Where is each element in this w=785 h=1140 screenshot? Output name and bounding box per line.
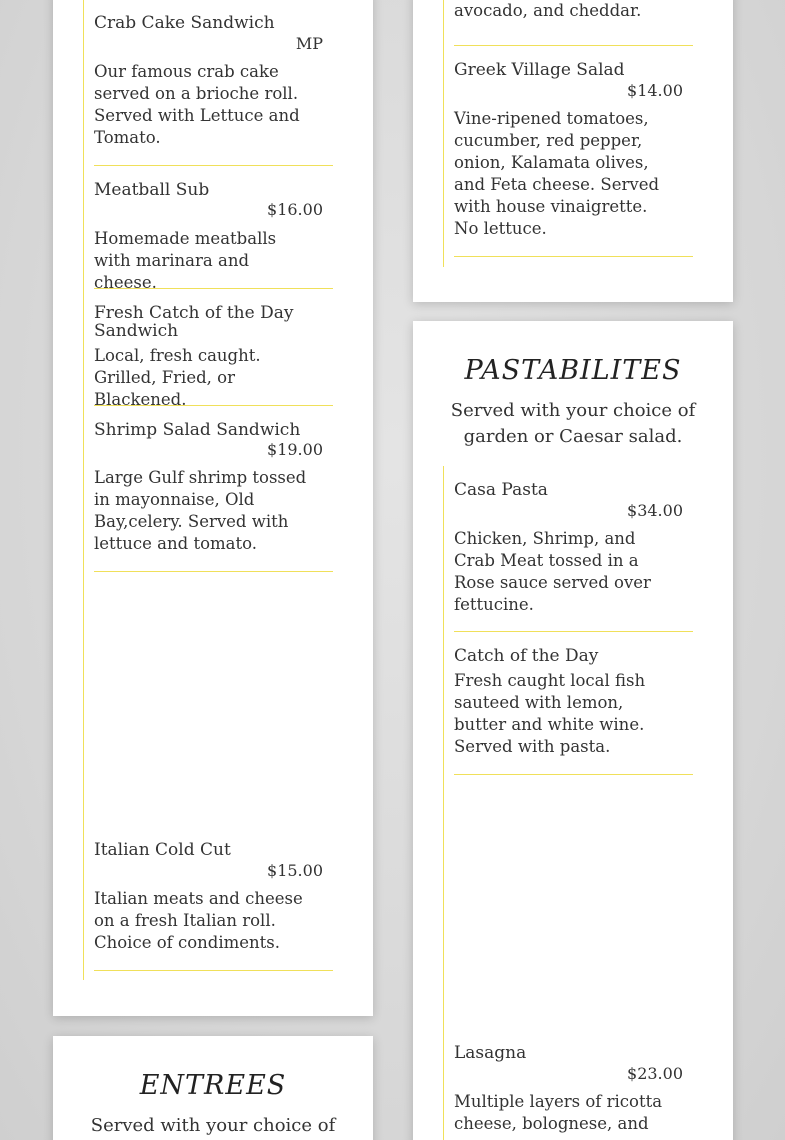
item-price: MP (295, 34, 323, 53)
item-description: Local, fresh caught. Grilled, Fried, or Blackened. (94, 346, 261, 409)
item-description: Our famous crab cake served on a brioche roll. Served with Lettuce and Tomato. (94, 62, 300, 147)
item-name: Shrimp Salad Sandwich (94, 420, 301, 440)
item-name: Lasagna (454, 1043, 527, 1063)
item-description: Large Gulf shrimp tossed in mayonnaise, Old Bay,celery. Served with lettuce and tomato. (94, 468, 307, 553)
item-name: Casa Pasta (454, 480, 548, 500)
item-description: Homemade meatballs with marinara and cheese. (94, 229, 277, 292)
item-price: $19.00 (267, 440, 323, 459)
item-name: Fresh Catch of the Day Sandwich (94, 303, 294, 341)
accent-line (443, 0, 444, 267)
menu-item[interactable] (454, 481, 693, 632)
menu-item[interactable] (94, 14, 333, 166)
menu-item[interactable] (94, 180, 333, 292)
item-name: Greek Village Salad (454, 60, 625, 80)
section-title: PASTABILITES (464, 355, 682, 386)
pastabilites-card (413, 321, 733, 1140)
item-description: Fresh caught local fish sauteed with lemon, butter and white wine. Served with pasta. (454, 671, 646, 756)
item-description: Chicken, Shrimp, and Crab Meat tossed in a Rose sauce served over fettucine. (454, 529, 651, 614)
item-description: Italian meats and cheese on a fresh Italian roll. Choice of condiments. (94, 889, 303, 952)
item-price: $16.00 (267, 200, 323, 219)
menu-item[interactable] (94, 841, 333, 971)
item-price: $15.00 (267, 861, 323, 880)
section-subtitle: Served with your choice of garden or Caesar salad. (450, 400, 696, 447)
menu-item[interactable] (454, 0, 693, 46)
item-description: avocado, and cheddar. (454, 1, 642, 20)
item-description: Multiple layers of ricotta cheese, bolognese, and (454, 1092, 663, 1133)
item-name: Catch of the Day (454, 646, 599, 666)
salads-card (413, 0, 733, 302)
sandwiches-card (53, 0, 373, 1016)
menu-item[interactable] (454, 647, 693, 775)
menu-item[interactable] (94, 421, 333, 572)
item-price: $34.00 (627, 501, 683, 520)
menu-item[interactable] (454, 1044, 693, 1140)
menu-item[interactable] (94, 303, 333, 409)
accent-line (443, 466, 444, 1140)
entrees-card (53, 1036, 373, 1140)
item-name: Crab Cake Sandwich (94, 13, 275, 33)
item-description: Vine-ripened tomatoes, cucumber, red pepper, onion, Kalamata olives, and Feta cheese. Served with house vinaigrette. No lettuce. (454, 109, 660, 238)
section-subtitle: Served with your choice of (90, 1115, 336, 1136)
section-title: ENTREES (139, 1070, 287, 1101)
item-name: Italian Cold Cut (94, 840, 231, 860)
accent-line (83, 0, 84, 980)
item-price: $23.00 (627, 1064, 683, 1083)
item-name: Meatball Sub (94, 180, 210, 200)
item-price: $14.00 (627, 81, 683, 100)
menu-item[interactable] (454, 61, 693, 257)
